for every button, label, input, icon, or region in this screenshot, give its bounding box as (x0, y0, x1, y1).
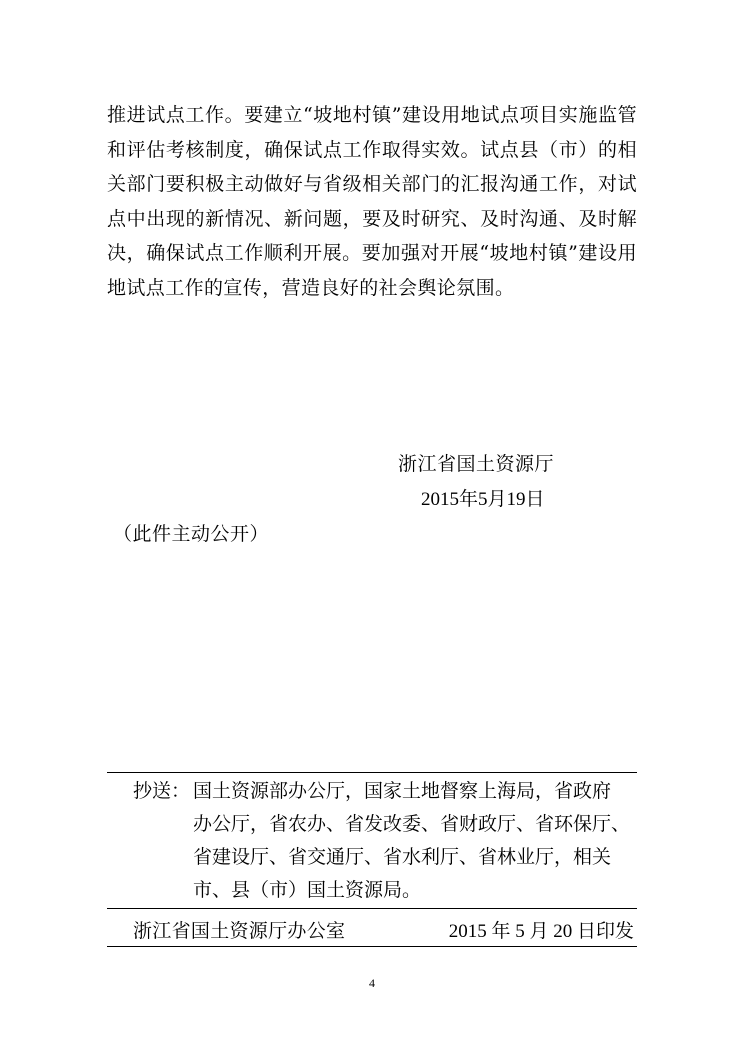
cc-line: 国土资源部办公厅，国家土地督察上海局，省政府 (193, 780, 612, 802)
footer-bottom-divider (107, 946, 637, 947)
cc-line: 市、县（市）国土资源局。 (193, 879, 422, 901)
body-line: 和评估考核制度，确保试点工作取得实效。试点县（市）的相 (107, 138, 637, 161)
page-number: 4 (369, 976, 375, 990)
body-line: 关部门要积极主动做好与省级相关部门的汇报沟通工作，对试 (107, 173, 637, 195)
body-line: 推进试点工作。要建立“坡地村镇”建设用地试点项目实施监管 (107, 104, 637, 126)
cc-top-divider (107, 772, 637, 773)
footer-issuer: 浙江省国土资源厅办公室 (133, 920, 346, 942)
cc-line: 省建设厅、省交通厅、省水利厅、省林业厅，相关 (193, 846, 612, 868)
cc-block (133, 775, 637, 907)
footer-issue-date: 2015 年 5 月 20 日印发 (448, 921, 634, 942)
signature-organization: 浙江省国土资源厅 (398, 453, 555, 475)
cc-line: 办公厅，省农办、省发改委、省财政厅、省环保厅、 (193, 813, 631, 835)
signature-date: 2015年5月19日 (421, 489, 545, 510)
body-line: 点中出现的新情况、新问题，要及时研究、及时沟通、及时解 (107, 207, 637, 230)
body-paragraph (107, 98, 637, 305)
disclosure-note: （此件主动公开） (113, 523, 270, 545)
body-line: 决，确保试点工作顺利开展。要加强对开展“坡地村镇”建设用 (107, 242, 637, 264)
cc-bottom-divider (107, 908, 637, 909)
body-line: 地试点工作的宣传，营造良好的社会舆论氛围。 (107, 276, 515, 299)
cc-label: 抄送： (133, 780, 191, 802)
